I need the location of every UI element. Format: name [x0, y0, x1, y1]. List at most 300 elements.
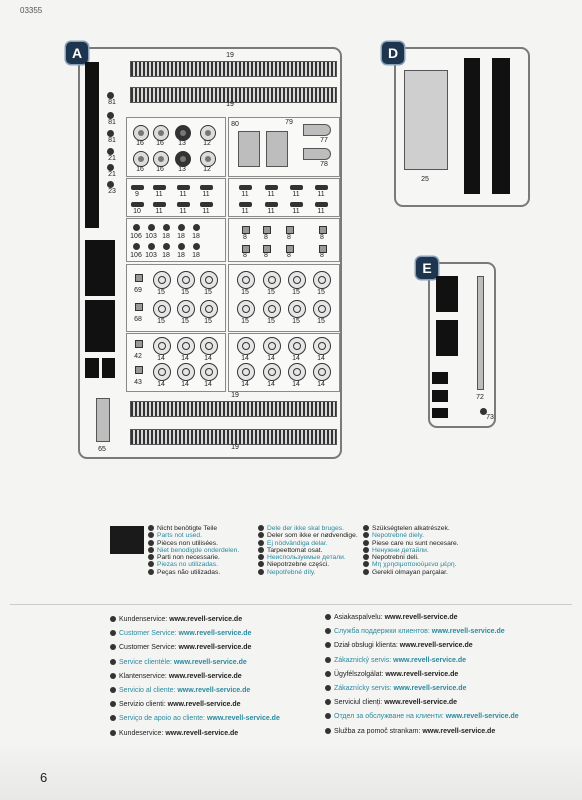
legend-text: Pièces non utilisées.	[157, 539, 218, 547]
unused-part	[85, 62, 99, 228]
legend-text: Неиспользуемые детали.	[267, 554, 346, 562]
service-url-link[interactable]: www.revell-service.de	[445, 713, 519, 721]
wheel-part	[177, 300, 195, 318]
part-label: 14	[292, 355, 300, 362]
legend-entry	[148, 540, 239, 547]
flag-icon	[258, 554, 264, 560]
legend-entry	[363, 547, 459, 554]
wheel-part	[237, 300, 255, 318]
wheel-part	[263, 337, 281, 355]
part-label: 81	[108, 99, 116, 106]
part-label: 19	[226, 101, 234, 108]
legend-text: Niet benodigde onderdelen.	[157, 546, 240, 554]
chip-part	[315, 202, 328, 207]
service-label: Servicio al cliente:	[119, 687, 178, 695]
part-label: 14	[204, 355, 212, 362]
part-label: 12	[203, 140, 211, 147]
unused-part	[85, 240, 115, 296]
wheel-part	[263, 363, 281, 381]
legend-entry	[363, 561, 459, 568]
part-label: 18	[162, 252, 170, 259]
part-label: 68	[134, 316, 142, 323]
flag-icon	[363, 561, 369, 567]
wheel-part	[153, 271, 171, 289]
part-label: 80	[231, 121, 239, 128]
part-label: 79	[285, 119, 293, 126]
flag-icon	[110, 659, 116, 665]
part-label: 11	[155, 208, 163, 215]
track-bar	[130, 429, 337, 445]
flag-icon	[325, 614, 331, 620]
chip-part	[239, 202, 252, 207]
service-label: Customer Service:	[119, 630, 179, 638]
legend-entry	[363, 525, 459, 532]
legend-text: Peças não utilizadas.	[157, 568, 221, 576]
wheel-part	[200, 300, 218, 318]
service-entry	[110, 656, 280, 670]
footer-decoration	[0, 740, 582, 800]
part-label: 14	[317, 381, 325, 388]
flag-icon	[363, 547, 369, 553]
wing-part-77	[303, 124, 331, 136]
legend-entry	[258, 540, 358, 547]
part-label: 8	[264, 252, 268, 259]
part-label: 11	[241, 208, 249, 215]
small-part	[107, 112, 114, 119]
part-label: 15	[181, 289, 189, 296]
legend-entry	[258, 525, 358, 532]
legend-col-2	[258, 525, 358, 576]
flag-icon	[258, 569, 264, 575]
flag-icon	[325, 713, 331, 719]
part-label: 11	[317, 208, 325, 215]
legend-col-1	[148, 525, 239, 576]
service-entry	[325, 625, 519, 639]
part-label: 106	[130, 233, 142, 240]
service-url-link[interactable]: www.revell-service.de	[393, 656, 467, 664]
chip-part	[153, 185, 166, 190]
part-label: 77	[320, 137, 328, 144]
part-label: 81	[108, 137, 116, 144]
service-entry	[325, 639, 519, 653]
legend-entry	[258, 561, 358, 568]
part-label: 8	[287, 234, 291, 241]
legend-text: Parts not used.	[157, 532, 202, 540]
service-entry	[110, 712, 280, 726]
flag-icon	[148, 532, 154, 538]
service-url-link[interactable]: www.revell-service.de	[165, 729, 239, 737]
small-part	[163, 243, 170, 250]
service-url-link[interactable]: www.revell-service.de	[167, 701, 241, 709]
part-label: 11	[292, 208, 300, 215]
legend-text: Szükségtelen alkatrészek.	[372, 525, 450, 532]
part-label: 23	[108, 188, 116, 195]
small-part	[107, 181, 114, 188]
peg-part	[263, 226, 271, 234]
small-part	[133, 224, 140, 231]
flag-icon	[148, 569, 154, 575]
wheel-part	[288, 271, 306, 289]
service-label: Отдел за обслужване на клиенти:	[334, 713, 446, 721]
wheel-part	[263, 271, 281, 289]
flag-icon	[148, 561, 154, 567]
sprue-d-badge: D	[382, 42, 404, 64]
unused-part	[436, 320, 458, 356]
part-label: 14	[267, 355, 275, 362]
wheel-part	[313, 271, 331, 289]
legend-col-3	[363, 525, 459, 576]
legend-text: Niepotrzebne części.	[267, 561, 330, 569]
peg-part	[242, 226, 250, 234]
part-label: 11	[267, 191, 275, 198]
small-part	[193, 224, 200, 231]
wing-part-78	[303, 148, 331, 160]
part-label: 14	[317, 355, 325, 362]
small-part	[107, 148, 114, 155]
service-label: Dział obsługi klienta:	[334, 642, 400, 650]
part-label: 15	[204, 289, 212, 296]
part-label: 106	[130, 252, 142, 259]
service-entry	[325, 696, 519, 710]
service-url-link[interactable]: www.revell-service.de	[384, 699, 458, 707]
part-label: 18	[177, 252, 185, 259]
small-part	[193, 243, 200, 250]
part-label: 16	[136, 140, 144, 147]
flag-icon	[110, 701, 116, 707]
track-bar	[130, 401, 337, 417]
service-url-link[interactable]: www.revell-service.de	[385, 670, 459, 678]
legend-entry	[363, 540, 459, 547]
service-url-link[interactable]: www.revell-service.de	[178, 644, 252, 652]
unused-part	[432, 390, 448, 402]
gear-part	[133, 125, 149, 141]
legend-entry	[148, 554, 239, 561]
part-label: 81	[108, 119, 116, 126]
part-label: 14	[181, 355, 189, 362]
wheel-part	[177, 337, 195, 355]
wheel-part	[313, 300, 331, 318]
unused-part	[492, 58, 510, 194]
small-part	[107, 92, 114, 99]
unused-parts-swatch	[110, 526, 144, 554]
wheel-part	[200, 271, 218, 289]
unused-part	[432, 408, 448, 418]
flag-icon	[148, 540, 154, 546]
document-code: 03355	[20, 6, 43, 15]
part-label: 21	[108, 171, 116, 178]
part-label: 14	[157, 355, 165, 362]
legend-text: Nicht benötigte Teile	[157, 525, 218, 532]
flag-icon	[110, 673, 116, 679]
service-label: Klantenservice:	[119, 672, 169, 680]
flag-icon	[325, 699, 331, 705]
service-url-link[interactable]: www.revell-service.de	[169, 616, 243, 623]
part-label: 103	[145, 252, 157, 259]
flag-icon	[325, 685, 331, 691]
part-label: 8	[320, 234, 324, 241]
flag-icon	[110, 687, 116, 693]
part-label: 21	[108, 155, 116, 162]
part-label: 16	[156, 140, 164, 147]
small-part	[107, 164, 114, 171]
service-url-link[interactable]: www.revell-service.de	[177, 687, 251, 695]
chip-part	[265, 202, 278, 207]
unused-part	[85, 358, 99, 378]
flag-icon	[363, 554, 369, 560]
flag-icon	[258, 540, 264, 546]
service-url-link[interactable]: www.revell-service.de	[173, 658, 247, 666]
chip-part	[290, 202, 303, 207]
legend-text: Nepotřebné díly.	[267, 568, 316, 576]
legend-entry	[363, 532, 459, 539]
service-label: Asiakaspalvelu:	[334, 614, 385, 621]
part-label: 8	[320, 252, 324, 259]
service-label: Zákaznický servis:	[334, 656, 394, 664]
part-label: 15	[181, 318, 189, 325]
service-url-link[interactable]: www.revell-service.de	[206, 715, 280, 723]
part-label: 8	[287, 252, 291, 259]
legend-text: Piese care nu sunt necesare.	[372, 539, 459, 547]
service-label: Serviço de apoio ao cliente:	[119, 715, 207, 723]
part-label: 19	[231, 392, 239, 399]
service-entry	[110, 684, 280, 698]
wheel-part	[153, 300, 171, 318]
service-url-link[interactable]: www.revell-service.de	[393, 685, 467, 693]
part-label: 15	[157, 289, 165, 296]
legend-entry	[258, 532, 358, 539]
chip-part	[153, 202, 166, 207]
unused-part	[436, 276, 458, 312]
barrel-part-72	[477, 276, 484, 390]
part-label: 15	[292, 318, 300, 325]
part-label: 14	[267, 381, 275, 388]
part-label: 18	[177, 233, 185, 240]
service-label: Kundeservice:	[119, 729, 166, 737]
service-entry	[110, 727, 280, 741]
part-label: 78	[320, 161, 328, 168]
wheel-part	[263, 300, 281, 318]
peg-part	[286, 226, 294, 234]
service-url-link[interactable]: www.revell-service.de	[178, 630, 252, 638]
wheel-part	[200, 363, 218, 381]
part-label: 15	[267, 318, 275, 325]
part-label: 15	[157, 318, 165, 325]
gear-part	[153, 125, 169, 141]
service-entry	[110, 698, 280, 712]
part-label: 18	[162, 233, 170, 240]
part-label: 15	[241, 318, 249, 325]
part-label: 15	[204, 318, 212, 325]
service-entry	[110, 670, 280, 684]
service-label: Zákaznícky servis:	[334, 685, 394, 693]
chip-part	[290, 185, 303, 190]
wheel-part	[237, 337, 255, 355]
legend-text: Ненужни детайли.	[372, 546, 429, 554]
service-url-link[interactable]: www.revell-service.de	[431, 628, 505, 636]
service-url-link[interactable]: www.revell-service.de	[168, 672, 242, 680]
flag-icon	[325, 657, 331, 663]
part-label: 11	[241, 191, 249, 198]
part-label: 16	[156, 166, 164, 173]
body-part-80	[238, 131, 260, 167]
small-part	[163, 224, 170, 231]
wheel-part	[237, 363, 255, 381]
service-url-link[interactable]: www.revell-service.de	[422, 727, 496, 735]
gear-part	[175, 151, 191, 167]
legend-text: Μη χρησιμοποιούμενα μέρη.	[372, 561, 457, 569]
legend-entry	[148, 547, 239, 554]
wheel-part	[288, 363, 306, 381]
service-label: Servizio clienti:	[119, 701, 168, 709]
wheel-part	[177, 363, 195, 381]
part-65	[96, 398, 110, 442]
flag-icon	[258, 532, 264, 538]
part-label: 19	[231, 444, 239, 451]
small-part	[148, 243, 155, 250]
flag-icon	[325, 671, 331, 677]
chip-part	[131, 185, 144, 190]
service-label: Служба поддержки клиентов:	[334, 628, 432, 636]
sprue-e-badge: E	[416, 257, 438, 279]
unused-part	[464, 58, 480, 194]
service-entry	[325, 611, 519, 625]
flag-icon	[110, 644, 116, 650]
part-label: 14	[157, 381, 165, 388]
flag-icon	[110, 730, 116, 736]
part-label: 43	[134, 379, 142, 386]
flag-icon	[325, 642, 331, 648]
service-url-link[interactable]: www.revell-service.de	[384, 614, 458, 621]
legend-entry	[148, 569, 239, 576]
part-label: 65	[98, 446, 106, 453]
wheel-part	[177, 271, 195, 289]
part-label: 15	[292, 289, 300, 296]
small-part	[148, 224, 155, 231]
part-label: 11	[267, 208, 275, 215]
wheel-part	[288, 300, 306, 318]
part-label: 18	[192, 252, 200, 259]
part-label: 8	[243, 252, 247, 259]
gear-part	[153, 151, 169, 167]
service-label: Service clientèle:	[119, 658, 174, 666]
legend-text: Nepotrebni deli.	[372, 554, 419, 562]
unused-part	[432, 372, 448, 384]
service-entry	[325, 654, 519, 668]
legend-entry	[363, 569, 459, 576]
part-25	[404, 70, 448, 170]
body-part-79	[266, 131, 288, 167]
legend-text: Tarpeettomat osat.	[267, 546, 323, 554]
flag-icon	[148, 554, 154, 560]
part-label: 72	[476, 394, 484, 401]
legend-entry	[258, 547, 358, 554]
part-label: 103	[145, 233, 157, 240]
chip-part	[315, 185, 328, 190]
unused-part	[102, 358, 115, 378]
legend-text: Deler som ikke er nødvendige.	[267, 532, 358, 540]
service-entry	[110, 627, 280, 641]
part-label: 11	[317, 191, 325, 198]
small-part	[135, 274, 143, 282]
part-label: 8	[264, 234, 268, 241]
page-number: 6	[40, 770, 48, 785]
chip-part	[200, 202, 213, 207]
service-url-link[interactable]: www.revell-service.de	[399, 642, 473, 650]
chip-part	[200, 185, 213, 190]
service-entry	[325, 682, 519, 696]
part-label: 15	[317, 318, 325, 325]
part-label: 14	[204, 381, 212, 388]
service-label: Kundenservice:	[119, 616, 170, 623]
small-part	[178, 224, 185, 231]
part-label: 11	[155, 191, 163, 198]
part-label: 11	[292, 191, 300, 198]
gear-part	[200, 151, 216, 167]
flag-icon	[325, 728, 331, 734]
legend-entry	[148, 532, 239, 539]
wheel-part	[313, 337, 331, 355]
part-label: 9	[135, 191, 139, 198]
flag-icon	[258, 561, 264, 567]
legend-text: Gerekli olmayan parçalar.	[372, 568, 448, 576]
wheel-part	[200, 337, 218, 355]
flag-icon	[110, 715, 116, 721]
service-label: Serviciul clienți:	[334, 699, 385, 707]
gear-part	[200, 125, 216, 141]
service-entry	[325, 668, 519, 682]
part-label: 15	[317, 289, 325, 296]
part-label: 11	[202, 208, 210, 215]
legend-entry	[258, 554, 358, 561]
part-label: 19	[226, 52, 234, 59]
chip-part	[177, 185, 190, 190]
legend-entry	[258, 569, 358, 576]
gear-part	[175, 125, 191, 141]
flag-icon	[363, 569, 369, 575]
part-label: 11	[179, 208, 187, 215]
chip-part	[177, 202, 190, 207]
small-part	[107, 130, 114, 137]
service-label: Ügyfélszolgálat:	[334, 670, 386, 678]
service-entry	[325, 710, 519, 724]
small-part	[135, 366, 143, 374]
part-label: 73	[486, 414, 494, 421]
flag-icon	[363, 540, 369, 546]
gear-part	[133, 151, 149, 167]
wheel-part	[313, 363, 331, 381]
flag-icon	[363, 532, 369, 538]
wheel-part	[288, 337, 306, 355]
sprue-a-badge: A	[66, 42, 88, 64]
wheel-part	[237, 271, 255, 289]
track-bar	[130, 61, 337, 77]
legend-text: Parti non necessarie.	[157, 554, 220, 562]
wheel-part	[153, 363, 171, 381]
small-part	[178, 243, 185, 250]
part-label: 25	[421, 176, 429, 183]
part-label: 14	[292, 381, 300, 388]
part-label: 14	[181, 381, 189, 388]
service-label: Služba za pomoč strankam:	[334, 727, 423, 735]
part-label: 42	[134, 353, 142, 360]
part-label: 18	[192, 233, 200, 240]
flag-icon	[148, 547, 154, 553]
legend-text: Ej nödvändiga delar.	[267, 539, 328, 547]
flag-icon	[258, 525, 264, 531]
part-label: 15	[241, 289, 249, 296]
part-label: 13	[178, 166, 186, 173]
divider	[10, 604, 572, 605]
